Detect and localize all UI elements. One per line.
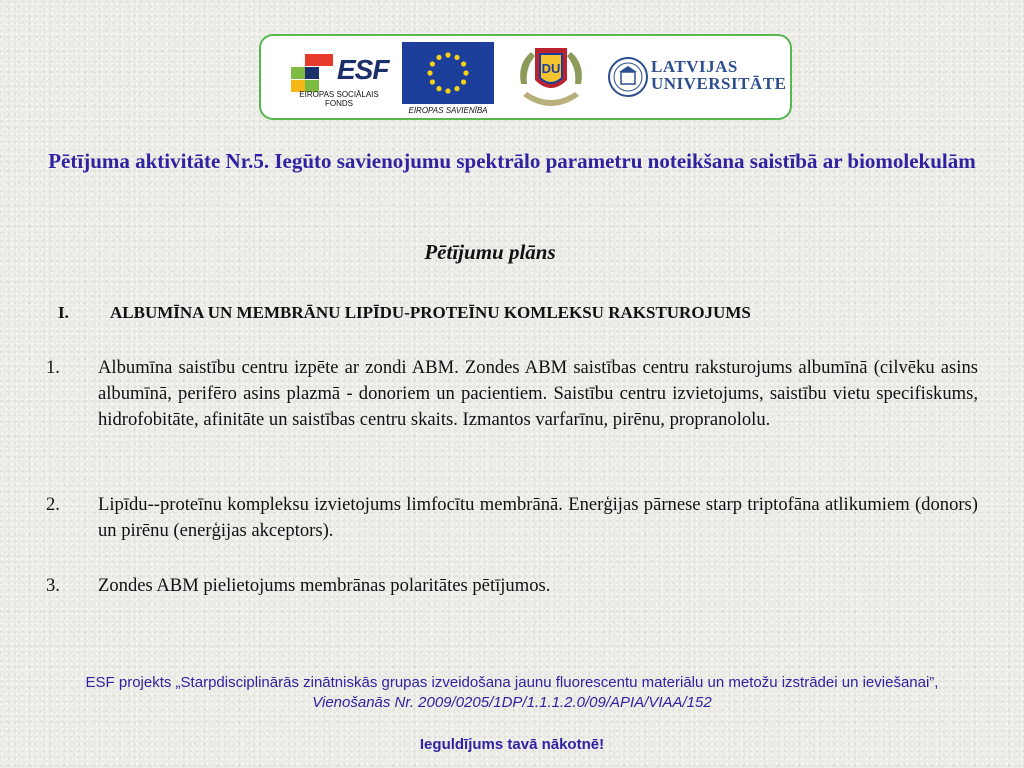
slide-title: Pētījuma aktivitāte Nr.5. Iegūto savienojumu spektrālo parametru noteikšana saistībā ar biomolekulām — [48, 149, 976, 173]
esf-squares-icon — [291, 54, 337, 94]
lu-seal-icon — [607, 56, 649, 98]
eu-caption: EIROPAS SAVIENĪBA — [408, 106, 488, 115]
esf-logo — [291, 48, 387, 110]
du-crest-icon — [513, 44, 589, 114]
section-number: I. — [58, 303, 69, 322]
list-item-number: 1. — [46, 357, 60, 378]
lu-line2: UNIVERSITĀTE — [651, 74, 787, 93]
esf-subtitle: EIROPAS SOCIĀLAIS FONDS — [299, 90, 379, 108]
list-item — [46, 355, 978, 433]
list-item-text: Albumīna saistību centru izpēte ar zondi ABM. Zondes ABM saistības centru raksturojums albumīnā (cilvēku asins albumīnā, perifēro asins plazmā - donoriem un pacientiem. Saistību centru izvietojums, saistību vietu specifiskums, hidrofobitāte, afinitāte un saistības centru skaits. Izmantos varfarīnu, pirēnu, propranololu. — [98, 357, 978, 430]
list-item — [46, 492, 978, 544]
eu-flag-logo — [402, 42, 494, 115]
esf-wordmark: ESF — [337, 54, 389, 85]
lu-wordmark — [651, 58, 786, 92]
footer-slogan: Ieguldījums tavā nākotnē! — [419, 736, 605, 753]
lu-line1: LATVIJAS — [651, 57, 738, 76]
footer-project: ESF projekts „Starpdisciplinārās zinātniskās grupas izveidošana jaunu fluorescentu materiālu un metožu izstrādei un ieviešanai”, — [85, 674, 939, 691]
lu-logo — [607, 54, 787, 102]
list-item — [46, 573, 978, 599]
footer-agreement: Vienošanās Nr. 2009/0205/1DP/1.1.1.2.0/09/APIA/VIAA/152 — [312, 694, 712, 711]
logo-banner — [259, 34, 792, 120]
section-title: ALBUMĪNA UN MEMBRĀNU LIPĪDU-PROTEĪNU KOMLEKSU RAKSTUROJUMS — [110, 303, 751, 322]
list-item-text: Lipīdu--proteīnu kompleksu izvietojums limfocītu membrānā. Enerģijas pārnese starp triptofāna atlikumiem (donors) un pirēnu (enerģijas akceptors). — [98, 494, 978, 541]
du-crest-logo — [513, 44, 589, 114]
plan-heading: Pētījumu plāns — [424, 240, 556, 264]
list-item-number: 3. — [46, 575, 60, 596]
svg-text:DU: DU — [541, 61, 561, 76]
list-item-text: Zondes ABM pielietojums membrānas polaritātes pētījumos. — [98, 575, 551, 596]
eu-flag-icon — [402, 42, 494, 104]
list-item-number: 2. — [46, 494, 60, 515]
